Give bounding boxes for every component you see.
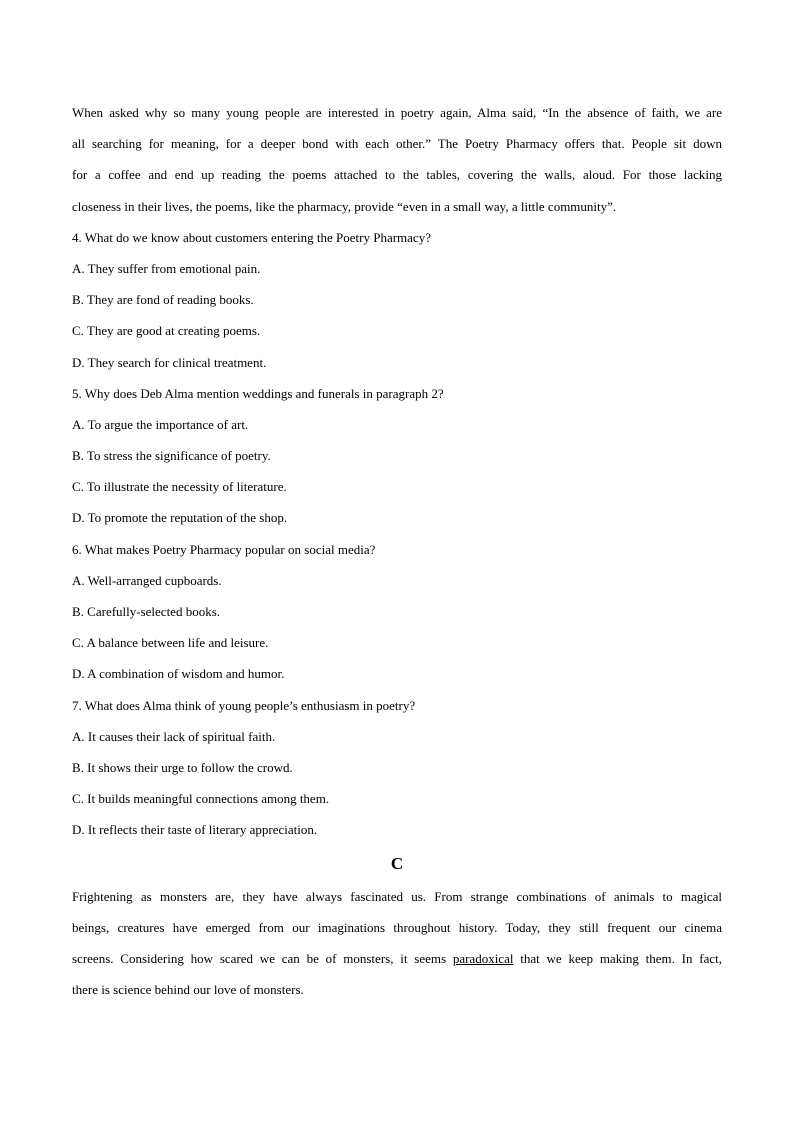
answer-option: D. A combination of wisdom and humor. bbox=[72, 666, 285, 682]
paragraph-line: closeness in their lives, the poems, like the pharmacy, provide “even in a small way, a little community”. bbox=[72, 198, 617, 214]
answer-option: C. They are good at creating poems. bbox=[72, 323, 261, 339]
page-content bbox=[72, 97, 722, 1005]
text-segment: that we keep making them. In fact, bbox=[513, 950, 722, 966]
answer-option: A. Well-arranged cupboards. bbox=[72, 572, 222, 588]
answer-option: C. It builds meaningful connections among them. bbox=[72, 791, 330, 807]
section-heading: C bbox=[390, 853, 404, 873]
answer-option: D. It reflects their taste of literary appreciation. bbox=[72, 822, 318, 838]
question-stem: 5. Why does Deb Alma mention weddings and funerals in paragraph 2? bbox=[72, 385, 444, 401]
passage-b-closing-paragraph bbox=[72, 97, 722, 222]
paragraph-line: Frightening as monsters are, they have always fascinated us. From strange combinations of animals to magical bbox=[72, 888, 722, 904]
passage-c-opening-paragraph bbox=[72, 881, 722, 1006]
text-segment: screens. Considering how scared we can be of monsters, it seems bbox=[72, 950, 453, 966]
paragraph-line: all searching for meaning, for a deeper bond with each other.” The Poetry Pharmacy offers that. People sit down bbox=[72, 136, 722, 152]
answer-option: C. To illustrate the necessity of literature. bbox=[72, 479, 287, 495]
question-4 bbox=[72, 222, 722, 378]
question-5 bbox=[72, 378, 722, 534]
question-stem: 6. What makes Poetry Pharmacy popular on social media? bbox=[72, 541, 376, 557]
question-stem: 7. What does Alma think of young people’s enthusiasm in poetry? bbox=[72, 697, 416, 713]
underlined-word: paradoxical bbox=[452, 950, 514, 966]
answer-option: C. A balance between life and leisure. bbox=[72, 635, 269, 651]
answer-option: A. To argue the importance of art. bbox=[72, 416, 249, 432]
paragraph-line: for a coffee and end up reading the poems attached to the tables, covering the walls, aloud. For those lacking bbox=[72, 167, 722, 183]
paragraph-line bbox=[72, 943, 722, 974]
question-stem: 4. What do we know about customers entering the Poetry Pharmacy? bbox=[72, 229, 431, 245]
answer-option: A. They suffer from emotional pain. bbox=[72, 260, 261, 276]
question-7 bbox=[72, 690, 722, 846]
paragraph-line: When asked why so many young people are interested in poetry again, Alma said, “In the absence of faith, we are bbox=[72, 105, 722, 120]
answer-option: B. Carefully-selected books. bbox=[72, 604, 221, 619]
answer-option: A. It causes their lack of spiritual faith. bbox=[72, 728, 276, 744]
answer-option: B. To stress the significance of poetry. bbox=[72, 448, 271, 464]
answer-option: B. They are fond of reading books. bbox=[72, 292, 254, 308]
paragraph-line: there is science behind our love of monsters. bbox=[72, 982, 304, 998]
answer-option: D. They search for clinical treatment. bbox=[72, 354, 267, 370]
answer-option: D. To promote the reputation of the shop. bbox=[72, 510, 288, 526]
question-6 bbox=[72, 534, 722, 690]
answer-option: B. It shows their urge to follow the crowd. bbox=[72, 759, 293, 775]
paragraph-line: beings, creatures have emerged from our imaginations throughout history. Today, they still frequent our cinema bbox=[72, 919, 722, 935]
